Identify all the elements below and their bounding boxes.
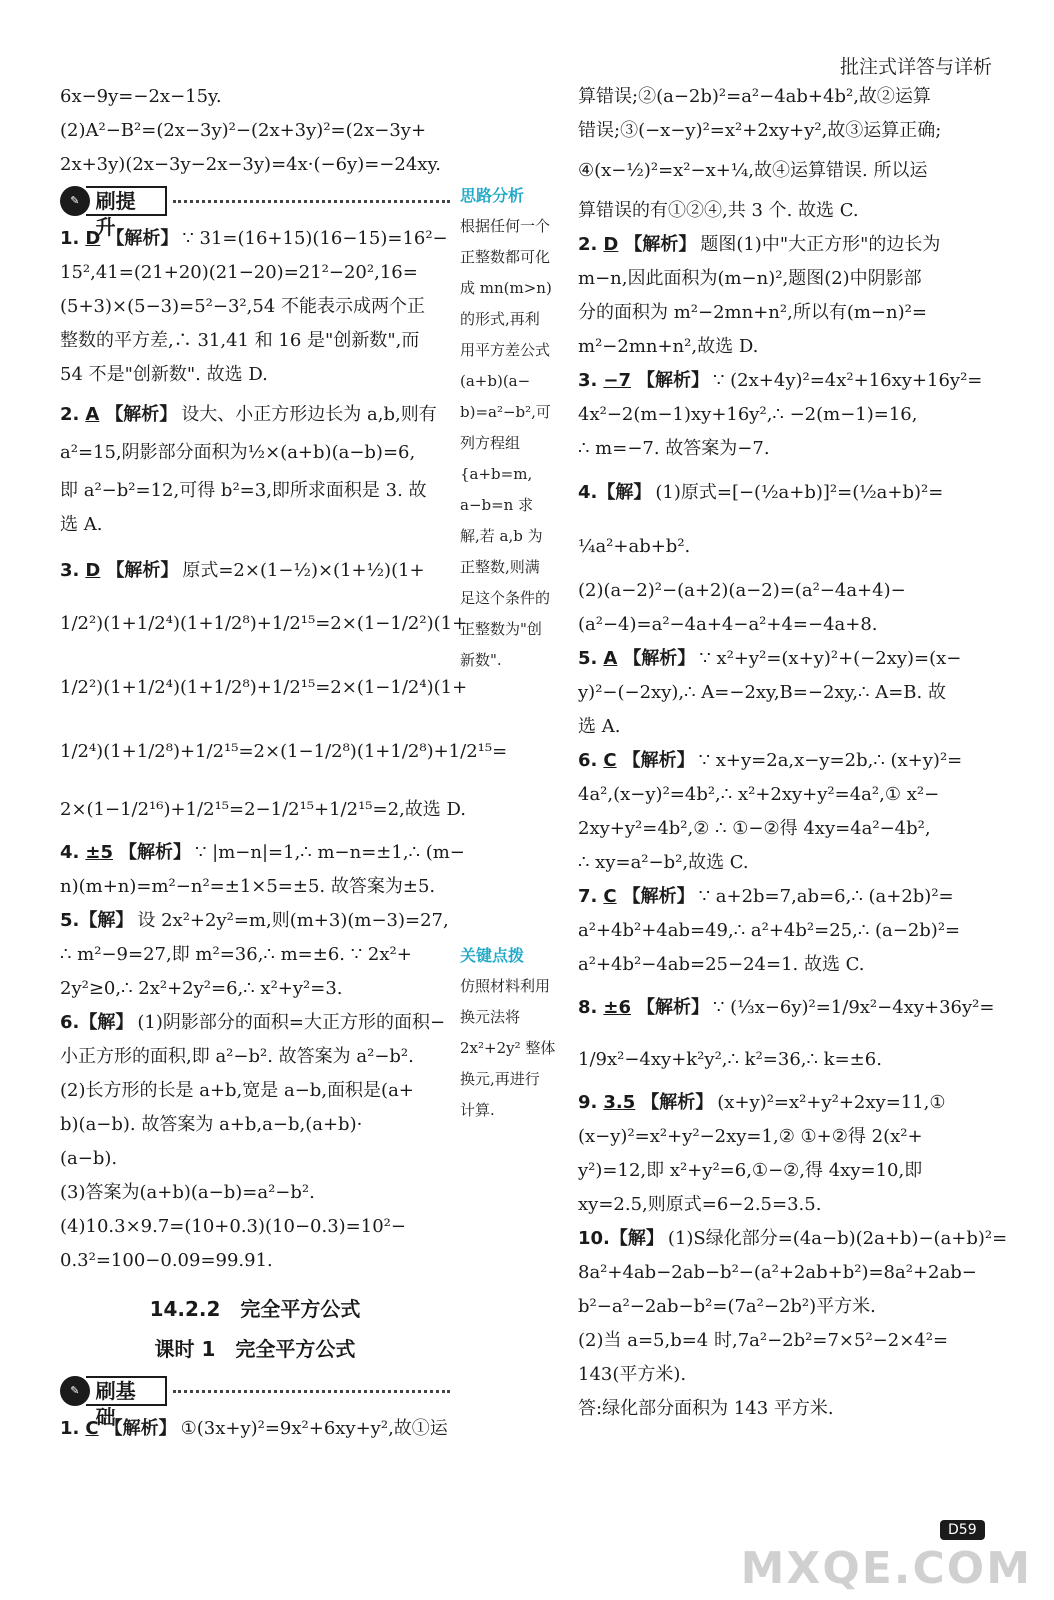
text-line: a²=15,阴影部分面积为½×(a+b)(a−b)=6, — [60, 442, 416, 463]
text-line: a²+4b²+4ab=49,∴ a²+4b²=25,∴ (a−2b)²= — [578, 920, 961, 941]
text-line: ¼a²+ab+b². — [578, 536, 691, 557]
answer-item: 4. ±5 【解析】 ∵ |m−n|=1,∴ m−n=±1,∴ (m− — [60, 842, 465, 863]
dotted-rule — [173, 1390, 450, 1393]
text-line: 1/2²)(1+1/2⁴)(1+1/2⁸)+1/2¹⁵=2×(1−1/2²)(1+ — [60, 613, 468, 634]
text-line: 15²,41=(21+20)(21−20)=21²−20²,16= — [60, 262, 418, 283]
text-line: 错误;③(−x−y)²=x²+2xy+y²,故③运算正确; — [578, 120, 942, 141]
text-line: (2)A²−B²=(2x−3y)²−(2x+3y)²=(2x−3y+ — [60, 120, 427, 141]
side-note-line: b)=a²−b²,可 — [460, 403, 551, 421]
side-note-analysis — [460, 180, 570, 676]
text-line: 2×(1−1/2¹⁶)+1/2¹⁵=2−1/2¹⁵+1/2¹⁵=2,故选 D. — [60, 799, 466, 820]
side-note-line: 正整数,则满 — [460, 558, 540, 576]
text-line: 143(平方米). — [578, 1364, 687, 1385]
text-line: a²+4b²−4ab=25−24=1. 故选 C. — [578, 954, 865, 975]
text-line: 整数的平方差,∴ 31,41 和 16 是"创新数",而 — [60, 330, 420, 351]
side-note-line: 的形式,再利 — [460, 310, 540, 328]
pencil-badge-icon: ✎ — [60, 1376, 90, 1406]
text-line: (5+3)×(5−3)=5²−3²,54 不能表示成两个正 — [60, 296, 425, 317]
side-note-line: 新数". — [460, 651, 502, 669]
pencil-badge-icon: ✎ — [60, 186, 90, 216]
text-line: (2)当 a=5,b=4 时,7a²−2b²=7×5²−2×4²= — [578, 1330, 949, 1351]
text-line: xy=2.5,则原式=6−2.5=3.5. — [578, 1194, 822, 1215]
text-line: m−n,因此面积为(m−n)²,题图(2)中阴影部 — [578, 268, 922, 289]
text-line: 1/2²)(1+1/2⁴)(1+1/2⁸)+1/2¹⁵=2×(1−1/2⁴)(1+ — [60, 677, 468, 698]
text-line: 54 不是"创新数". 故选 D. — [60, 364, 268, 385]
answer-item: 2. A 【解析】 设大、小正方形边长为 a,b,则有 — [60, 404, 437, 425]
text-line: m²−2mn+n²,故选 D. — [578, 336, 759, 357]
text-line: 6x−9y=−2x−15y. — [60, 86, 222, 107]
answer-item: 4.【解】 (1)原式=[−(½a+b)]²=(½a+b)²= — [578, 482, 944, 503]
text-line: 算错误的有①②④,共 3 个. 故选 C. — [578, 200, 859, 221]
side-note-line: 足这个条件的 — [460, 589, 551, 607]
answer-item: 2. D 【解析】 题图(1)中"大正方形"的边长为 — [578, 234, 941, 255]
answer-item: 9. 3.5 【解析】 (x+y)²=x²+y²+2xy=11,① — [578, 1092, 946, 1113]
banner-title: 刷基础 — [86, 1376, 167, 1406]
text-line: 8a²+4ab−2ab−b²−(a²+2ab+b²)=8a²+2ab− — [578, 1262, 977, 1283]
text-line: (2)长方形的长是 a+b,宽是 a−b,面积是(a+ — [60, 1080, 414, 1101]
answer-item: 3. D 【解析】 原式=2×(1−½)×(1+½)(1+ — [60, 560, 425, 581]
text-line: n)(m+n)=m²−n²=±1×5=±5. 故答案为±5. — [60, 876, 436, 897]
answer-item: 5.【解】 设 2x²+2y²=m,则(m+3)(m−3)=27, — [60, 910, 449, 931]
watermark: MXQE.COM — [740, 1543, 1032, 1594]
text-line: 1/9x²−4xy+k²y²,∴ k²=36,∴ k=±6. — [578, 1049, 882, 1070]
side-note-line: (a+b)(a− — [460, 372, 531, 390]
answer-item: 1. D 【解析】 ∵ 31=(16+15)(16−15)=16²− — [60, 228, 448, 249]
page-header: 批注式详答与详析 — [839, 56, 992, 78]
side-note-line: 换元法将 — [460, 1008, 521, 1026]
text-line: 2xy+y²=4b²,② ∴ ①−②得 4xy=4a²−4b², — [578, 818, 931, 839]
side-note-line: 换元,再进行 — [460, 1070, 540, 1088]
answer-item: 1. C 【解析】 ①(3x+y)²=9x²+6xy+y²,故①运 — [60, 1418, 448, 1439]
text-line: ∴ m²−9=27,即 m²=36,∴ m=±6. ∵ 2x²+ — [60, 944, 412, 965]
text-line: 1/2⁴)(1+1/2⁸)+1/2¹⁵=2×(1−1/2⁸)(1+1/2⁸)+1/2¹⁵= — [60, 741, 508, 762]
side-note-title: 思路分析 — [460, 186, 525, 205]
text-line: 即 a²−b²=12,可得 b²=3,即所求面积是 3. 故 — [60, 480, 427, 501]
right-column — [578, 80, 1008, 1426]
side-note-title: 关键点拨 — [460, 946, 525, 965]
side-note-keypoint — [460, 940, 570, 1126]
side-note-line: 正整数都可化 — [460, 248, 551, 266]
answer-item: 5. A 【解析】 ∵ x²+y²=(x+y)²+(−2xy)=(x− — [578, 648, 962, 669]
answer-item: 8. ±6 【解析】 ∵ (⅓x−6y)²=1/9x²−4xy+36y²= — [578, 997, 995, 1018]
side-note-line: 正整数为"创 — [460, 620, 542, 638]
section-title: 14.2.2 完全平方公式 — [149, 1297, 361, 1321]
text-line: ∴ xy=a²−b²,故选 C. — [578, 852, 749, 873]
side-note-line: 2x²+2y² 整体 — [460, 1039, 556, 1057]
side-note-line: 仿照材料利用 — [460, 977, 551, 995]
answer-item: 10.【解】 (1)S绿化部分=(4a−b)(2a+b)−(a+b)²= — [578, 1228, 1008, 1249]
text-line: (a²−4)=a²−4a+4−a²+4=−4a+8. — [578, 614, 878, 635]
text-line: 选 A. — [578, 716, 621, 737]
text-line: 2y²≥0,∴ 2x²+2y²=6,∴ x²+y²=3. — [60, 978, 343, 999]
text-line: y²)=12,即 x²+y²=6,①−②,得 4xy=10,即 — [578, 1160, 923, 1181]
text-line: (4)10.3×9.7=(10+0.3)(10−0.3)=10²− — [60, 1216, 406, 1237]
text-line: 答:绿化部分面积为 143 平方米. — [578, 1398, 834, 1419]
banner-title: 刷提升 — [86, 186, 167, 216]
text-line: 4a²,(x−y)²=4b²,∴ x²+2xy+y²=4a²,① x²− — [578, 784, 940, 805]
answer-item: 7. C 【解析】 ∵ a+2b=7,ab=6,∴ (a+2b)²= — [578, 886, 954, 907]
text-line: b²−a²−2ab−b²=(7a²−2b²)平方米. — [578, 1296, 876, 1317]
lesson-title: 课时 1 完全平方公式 — [154, 1337, 356, 1361]
text-line: ④(x−½)²=x²−x+¼,故④运算错误. 所以运 — [578, 160, 928, 181]
text-line: 2x+3y)(2x−3y−2x−3y)=4x·(−6y)=−24xy. — [60, 154, 441, 175]
text-line: 小正方形的面积,即 a²−b². 故答案为 a²−b². — [60, 1046, 414, 1067]
text-line: 算错误;②(a−2b)²=a²−4ab+4b²,故②运算 — [578, 86, 931, 107]
text-line: ∴ m=−7. 故答案为−7. — [578, 438, 770, 459]
text-line: 分的面积为 m²−2mn+n²,所以有(m−n)²= — [578, 302, 927, 323]
text-line: (a−b). — [60, 1148, 118, 1169]
text-line: b)(a−b). 故答案为 a+b,a−b,(a+b)· — [60, 1114, 363, 1135]
side-note-line: 列方程组 — [460, 434, 521, 452]
text-line: 0.3²=100−0.09=99.91. — [60, 1250, 273, 1271]
dotted-rule — [173, 200, 450, 203]
side-note-line: {a+b=m, a−b=n 求 — [460, 465, 534, 514]
text-line: (2)(a−2)²−(a+2)(a−2)=(a²−4a+4)− — [578, 580, 906, 601]
text-line: 选 A. — [60, 514, 103, 535]
answer-item: 6.【解】 (1)阴影部分的面积=大正方形的面积− — [60, 1012, 446, 1033]
answer-item: 6. C 【解析】 ∵ x+y=2a,x−y=2b,∴ (x+y)²= — [578, 750, 963, 771]
side-note-line: 用平方差公式 — [460, 341, 551, 359]
side-note-line: 计算. — [460, 1101, 495, 1119]
answer-item: 3. −7 【解析】 ∵ (2x+4y)²=4x²+16xy+16y²= — [578, 370, 983, 391]
text-line: (x−y)²=x²+y²−2xy=1,② ①+②得 2(x²+ — [578, 1126, 923, 1147]
side-note-line: 根据任何一个 — [460, 217, 551, 235]
page-number: D59 — [940, 1520, 985, 1540]
text-line: (3)答案为(a+b)(a−b)=a²−b². — [60, 1182, 315, 1203]
side-note-line: 解,若 a,b 为 — [460, 527, 543, 545]
side-note-line: 成 mn(m>n) — [460, 279, 552, 297]
text-line: y)²−(−2xy),∴ A=−2xy,B=−2xy,∴ A=B. 故 — [578, 682, 946, 703]
text-line: 4x²−2(m−1)xy+16y²,∴ −2(m−1)=16, — [578, 404, 918, 425]
